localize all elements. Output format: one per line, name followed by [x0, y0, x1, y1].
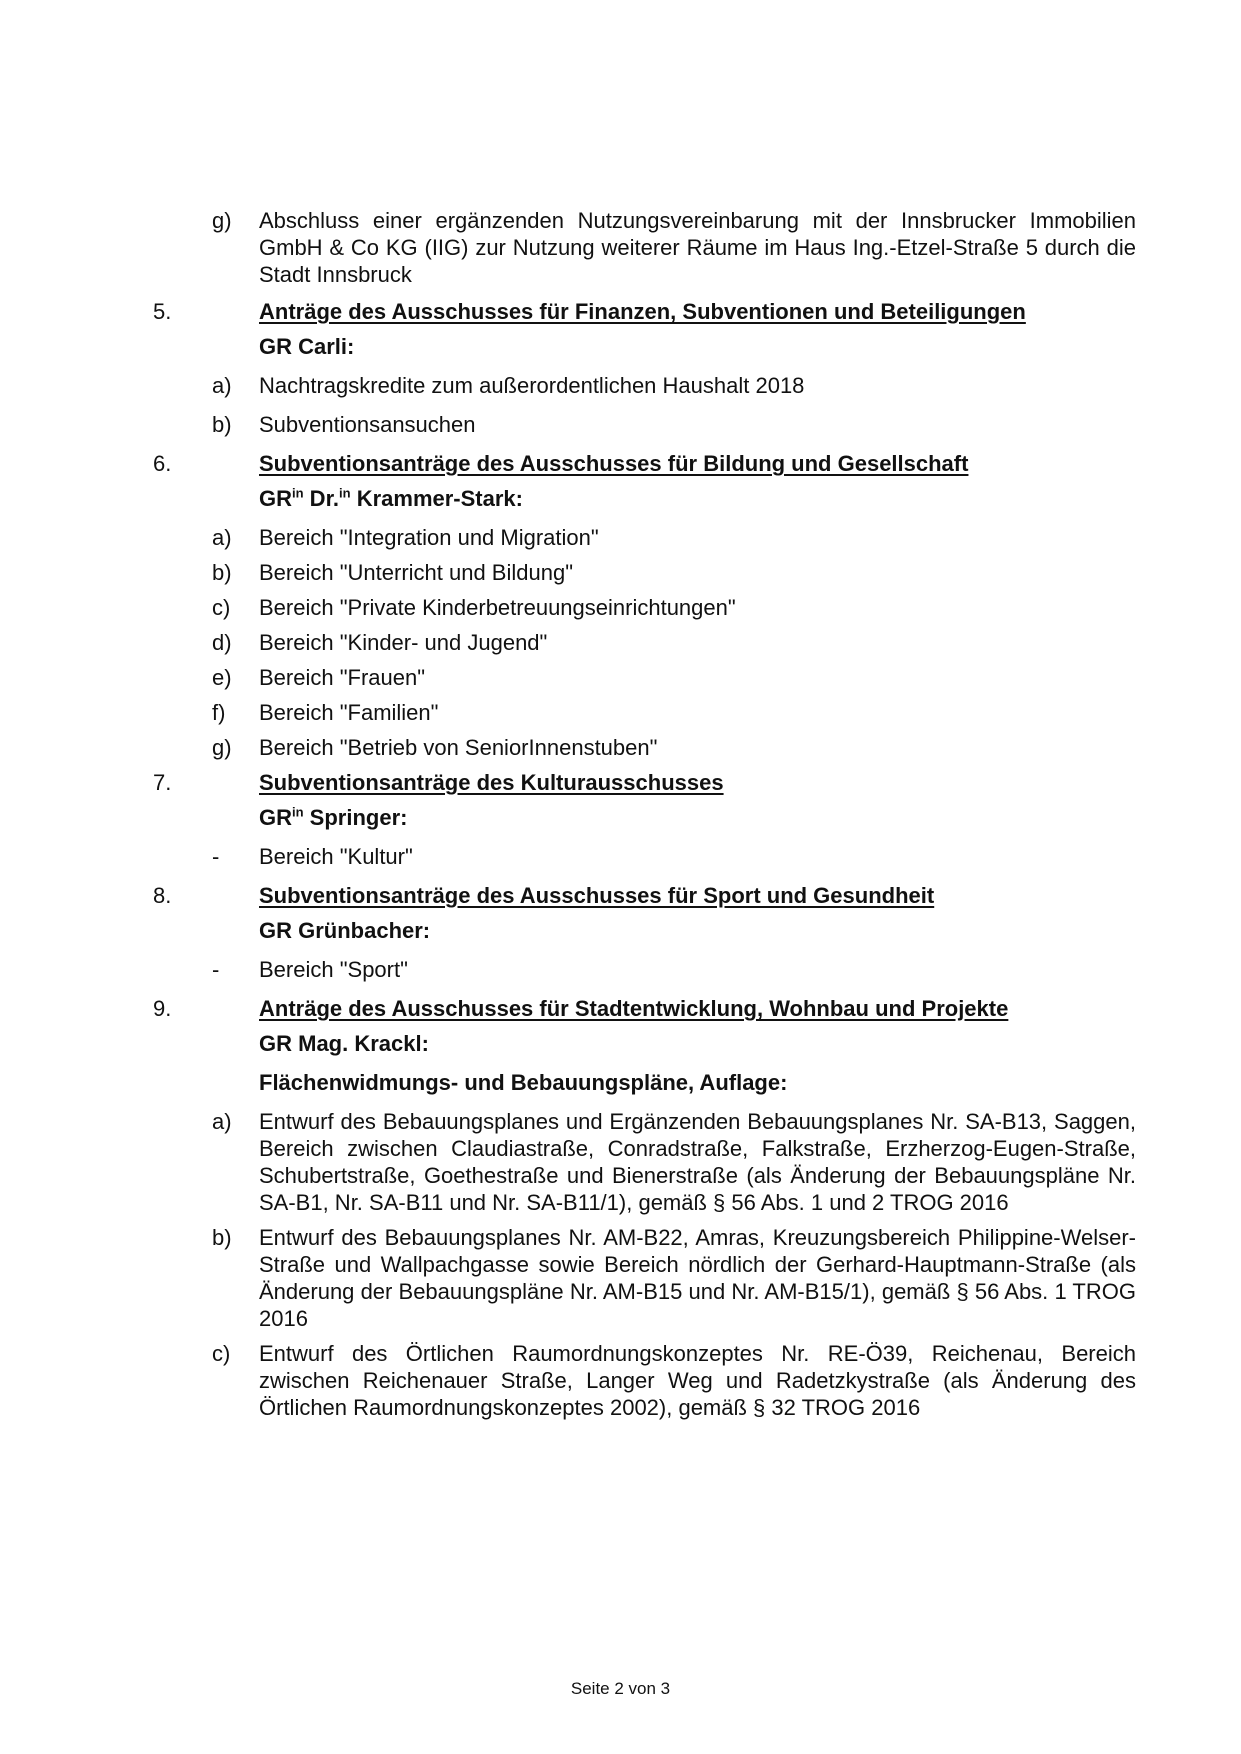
subitem-label: a): [212, 373, 232, 398]
speaker-name: GR Mag. Krackl:: [259, 1031, 429, 1056]
section-subtitle: [153, 1069, 1136, 1096]
agenda-subitem: [153, 207, 1136, 288]
agenda-heading: [153, 298, 1136, 325]
agenda-subitem: [153, 734, 1136, 761]
subitem-text: Bereich "Unterricht und Bildung": [259, 560, 574, 585]
speaker-line: [153, 333, 1136, 360]
subitem-label: f): [212, 700, 226, 725]
agenda-subitem: [153, 956, 1136, 983]
speaker-name: $GR^{in}$ Dr.$^{in}$ Krammer-Stark:: [259, 485, 523, 511]
subitem-label: b): [212, 1225, 232, 1250]
agenda-heading: [153, 882, 1136, 909]
subitem-text: Bereich "Sport": [259, 957, 408, 982]
agenda-subitem: [153, 1340, 1136, 1421]
agenda-subitem: [153, 594, 1136, 621]
agenda-subitem: [153, 843, 1136, 870]
heading-text: Anträge des Ausschusses für Finanzen, Subventionen und Beteiligungen: [259, 299, 1026, 324]
agenda-heading: [153, 450, 1136, 477]
heading-text: Subventionsanträge des Ausschusses für Bildung und Gesellschaft: [259, 451, 969, 476]
subitem-text: Entwurf des Bebauungsplanes Nr. AM-B22, Amras, Kreuzungsbereich Philippine-Welser-Straße und Wallpachgasse sowie Bereich nördlich der Gerhard-Hauptmann-Straße (als Änderung der Bebauungspläne Nr. AM-B15 und Nr. AM-B15/1), gemäß § 56 Abs. 1 TROG 2016: [259, 1225, 1136, 1331]
subitem-text: Subventionsansuchen: [259, 412, 476, 437]
agenda-heading: [153, 769, 1136, 796]
subitem-label: -: [212, 844, 220, 869]
agenda-subitem: [153, 664, 1136, 691]
heading-text: Anträge des Ausschusses für Stadtentwicklung, Wohnbau und Projekte: [259, 996, 1009, 1021]
speaker-line: [153, 1030, 1136, 1057]
agenda-heading: [153, 995, 1136, 1022]
subitem-label: d): [212, 630, 232, 655]
subitem-text: Bereich "Kinder- und Jugend": [259, 630, 548, 655]
agenda-subitem: [153, 372, 1136, 399]
heading-text: Subventionsanträge des Ausschusses für Sport und Gesundheit: [259, 883, 935, 908]
subitem-text: Nachtragskredite zum außerordentlichen Haushalt 2018: [259, 373, 805, 398]
page-footer: Seite 2 von 3: [570, 1679, 671, 1698]
subitem-text: Bereich "Private Kinderbetreuungseinrichtungen": [259, 595, 736, 620]
agenda-subitem: [153, 1108, 1136, 1216]
agenda-subitem: [153, 699, 1136, 726]
heading-text: Subventionsanträge des Kulturausschusses: [259, 770, 724, 795]
heading-number: 6.: [153, 451, 172, 476]
agenda-subitem: [153, 559, 1136, 586]
subitem-label: b): [212, 560, 232, 585]
subitem-label: b): [212, 412, 232, 437]
subitem-label: a): [212, 1109, 232, 1134]
heading-number: 8.: [153, 883, 172, 908]
agenda-subitem: [153, 411, 1136, 438]
subitem-label: g): [212, 735, 232, 760]
subitem-label: e): [212, 665, 232, 690]
subitem-text: Bereich "Betrieb von SeniorInnenstuben": [259, 735, 658, 760]
speaker-line: [153, 917, 1136, 944]
agenda-subitem: [153, 629, 1136, 656]
speaker-name: GR Grünbacher:: [259, 918, 431, 943]
subitem-label: g): [212, 208, 232, 233]
agenda-subitem: [153, 524, 1136, 551]
subitem-text: Abschluss einer ergänzenden Nutzungsvereinbarung mit der Innsbrucker Immobilien GmbH & Co KG (IIG) zur Nutzung weiterer Räume im Haus Ing.-Etzel-Straße 5 durch die Stadt Innsbruck: [259, 208, 1136, 287]
subitem-label: c): [212, 1341, 231, 1366]
speaker-name: GR Carli:: [259, 334, 355, 359]
subitem-label: c): [212, 595, 231, 620]
agenda-list: [153, 207, 1136, 1421]
subitem-text: Entwurf des Örtlichen Raumordnungskonzeptes Nr. RE-Ö39, Reichenau, Bereich zwischen Reichenauer Straße, Langer Weg und Radetzkystraße (als Änderung des Örtlichen Raumordnungskonzeptes 2002), gemäß § 32 TROG 2016: [259, 1341, 1136, 1420]
subitem-label: -: [212, 957, 220, 982]
subtitle-text: Flächenwidmungs- und Bebauungspläne, Auflage:: [259, 1070, 788, 1095]
agenda-subitem: [153, 1224, 1136, 1332]
heading-number: 9.: [153, 996, 172, 1021]
subitem-text: Bereich "Familien": [259, 700, 439, 725]
subitem-text: Bereich "Frauen": [259, 665, 426, 690]
heading-number: 5.: [153, 299, 172, 324]
subitem-text: Entwurf des Bebauungsplanes und Ergänzenden Bebauungsplanes Nr. SA-B13, Saggen, Bereich zwischen Claudiastraße, Conradstraße, Falkstraße, Erzherzog-Eugen-Straße, Schubertstraße, Goethestraße und Bienerstraße (als Änderung der Bebauungspläne Nr. SA-B1, Nr. SA-B11 und Nr. SA-B11/1), gemäß § 56 Abs. 1 und 2 TROG 2016: [259, 1109, 1136, 1215]
subitem-label: a): [212, 525, 232, 550]
speaker-line: [153, 485, 1136, 512]
speaker-line: [153, 804, 1136, 831]
speaker-name: $GR^{in}$ Springer:: [259, 804, 408, 830]
heading-number: 7.: [153, 770, 172, 795]
subitem-text: Bereich "Kultur": [259, 844, 413, 869]
subitem-text: Bereich "Integration und Migration": [259, 525, 599, 550]
